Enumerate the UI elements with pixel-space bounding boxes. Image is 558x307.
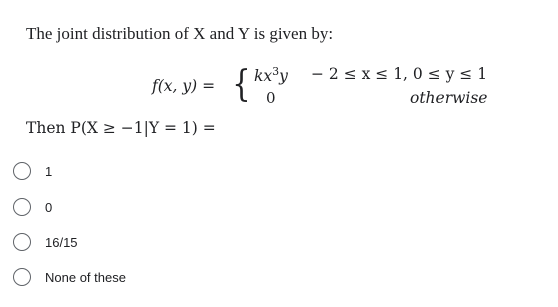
formula-case-2: 0	[266, 89, 276, 107]
radio-button[interactable]	[13, 268, 31, 286]
formula-case-1: $kx^3y$	[254, 65, 288, 86]
option-3[interactable]	[13, 231, 78, 253]
formula-lhs: f(x, y) =	[152, 77, 216, 95]
option-label: 1	[45, 163, 53, 179]
radio-button[interactable]	[13, 233, 31, 251]
option-4[interactable]	[13, 266, 126, 288]
question-prompt	[26, 118, 216, 138]
formula-condition-1: − 2 ≤ x ≤ 1, 0 ≤ y ≤ 1	[311, 65, 488, 83]
option-1[interactable]	[13, 160, 52, 182]
radio-button[interactable]	[13, 162, 31, 180]
question-prompt-text: Then P(X ≥ −1|Y = 1) =	[26, 119, 216, 137]
radio-button[interactable]	[13, 198, 31, 216]
question-intro	[26, 24, 333, 44]
question-intro-text: The joint distribution of X and Y is given by:	[26, 24, 334, 43]
piecewise-brace: {	[232, 64, 251, 105]
joint-distribution-formula	[0, 62, 558, 112]
option-label: 0	[45, 199, 53, 215]
option-label: 16/15	[45, 234, 78, 250]
formula-condition-2: otherwise	[410, 89, 488, 107]
option-label: None of these	[45, 269, 126, 285]
option-2[interactable]	[13, 196, 52, 218]
